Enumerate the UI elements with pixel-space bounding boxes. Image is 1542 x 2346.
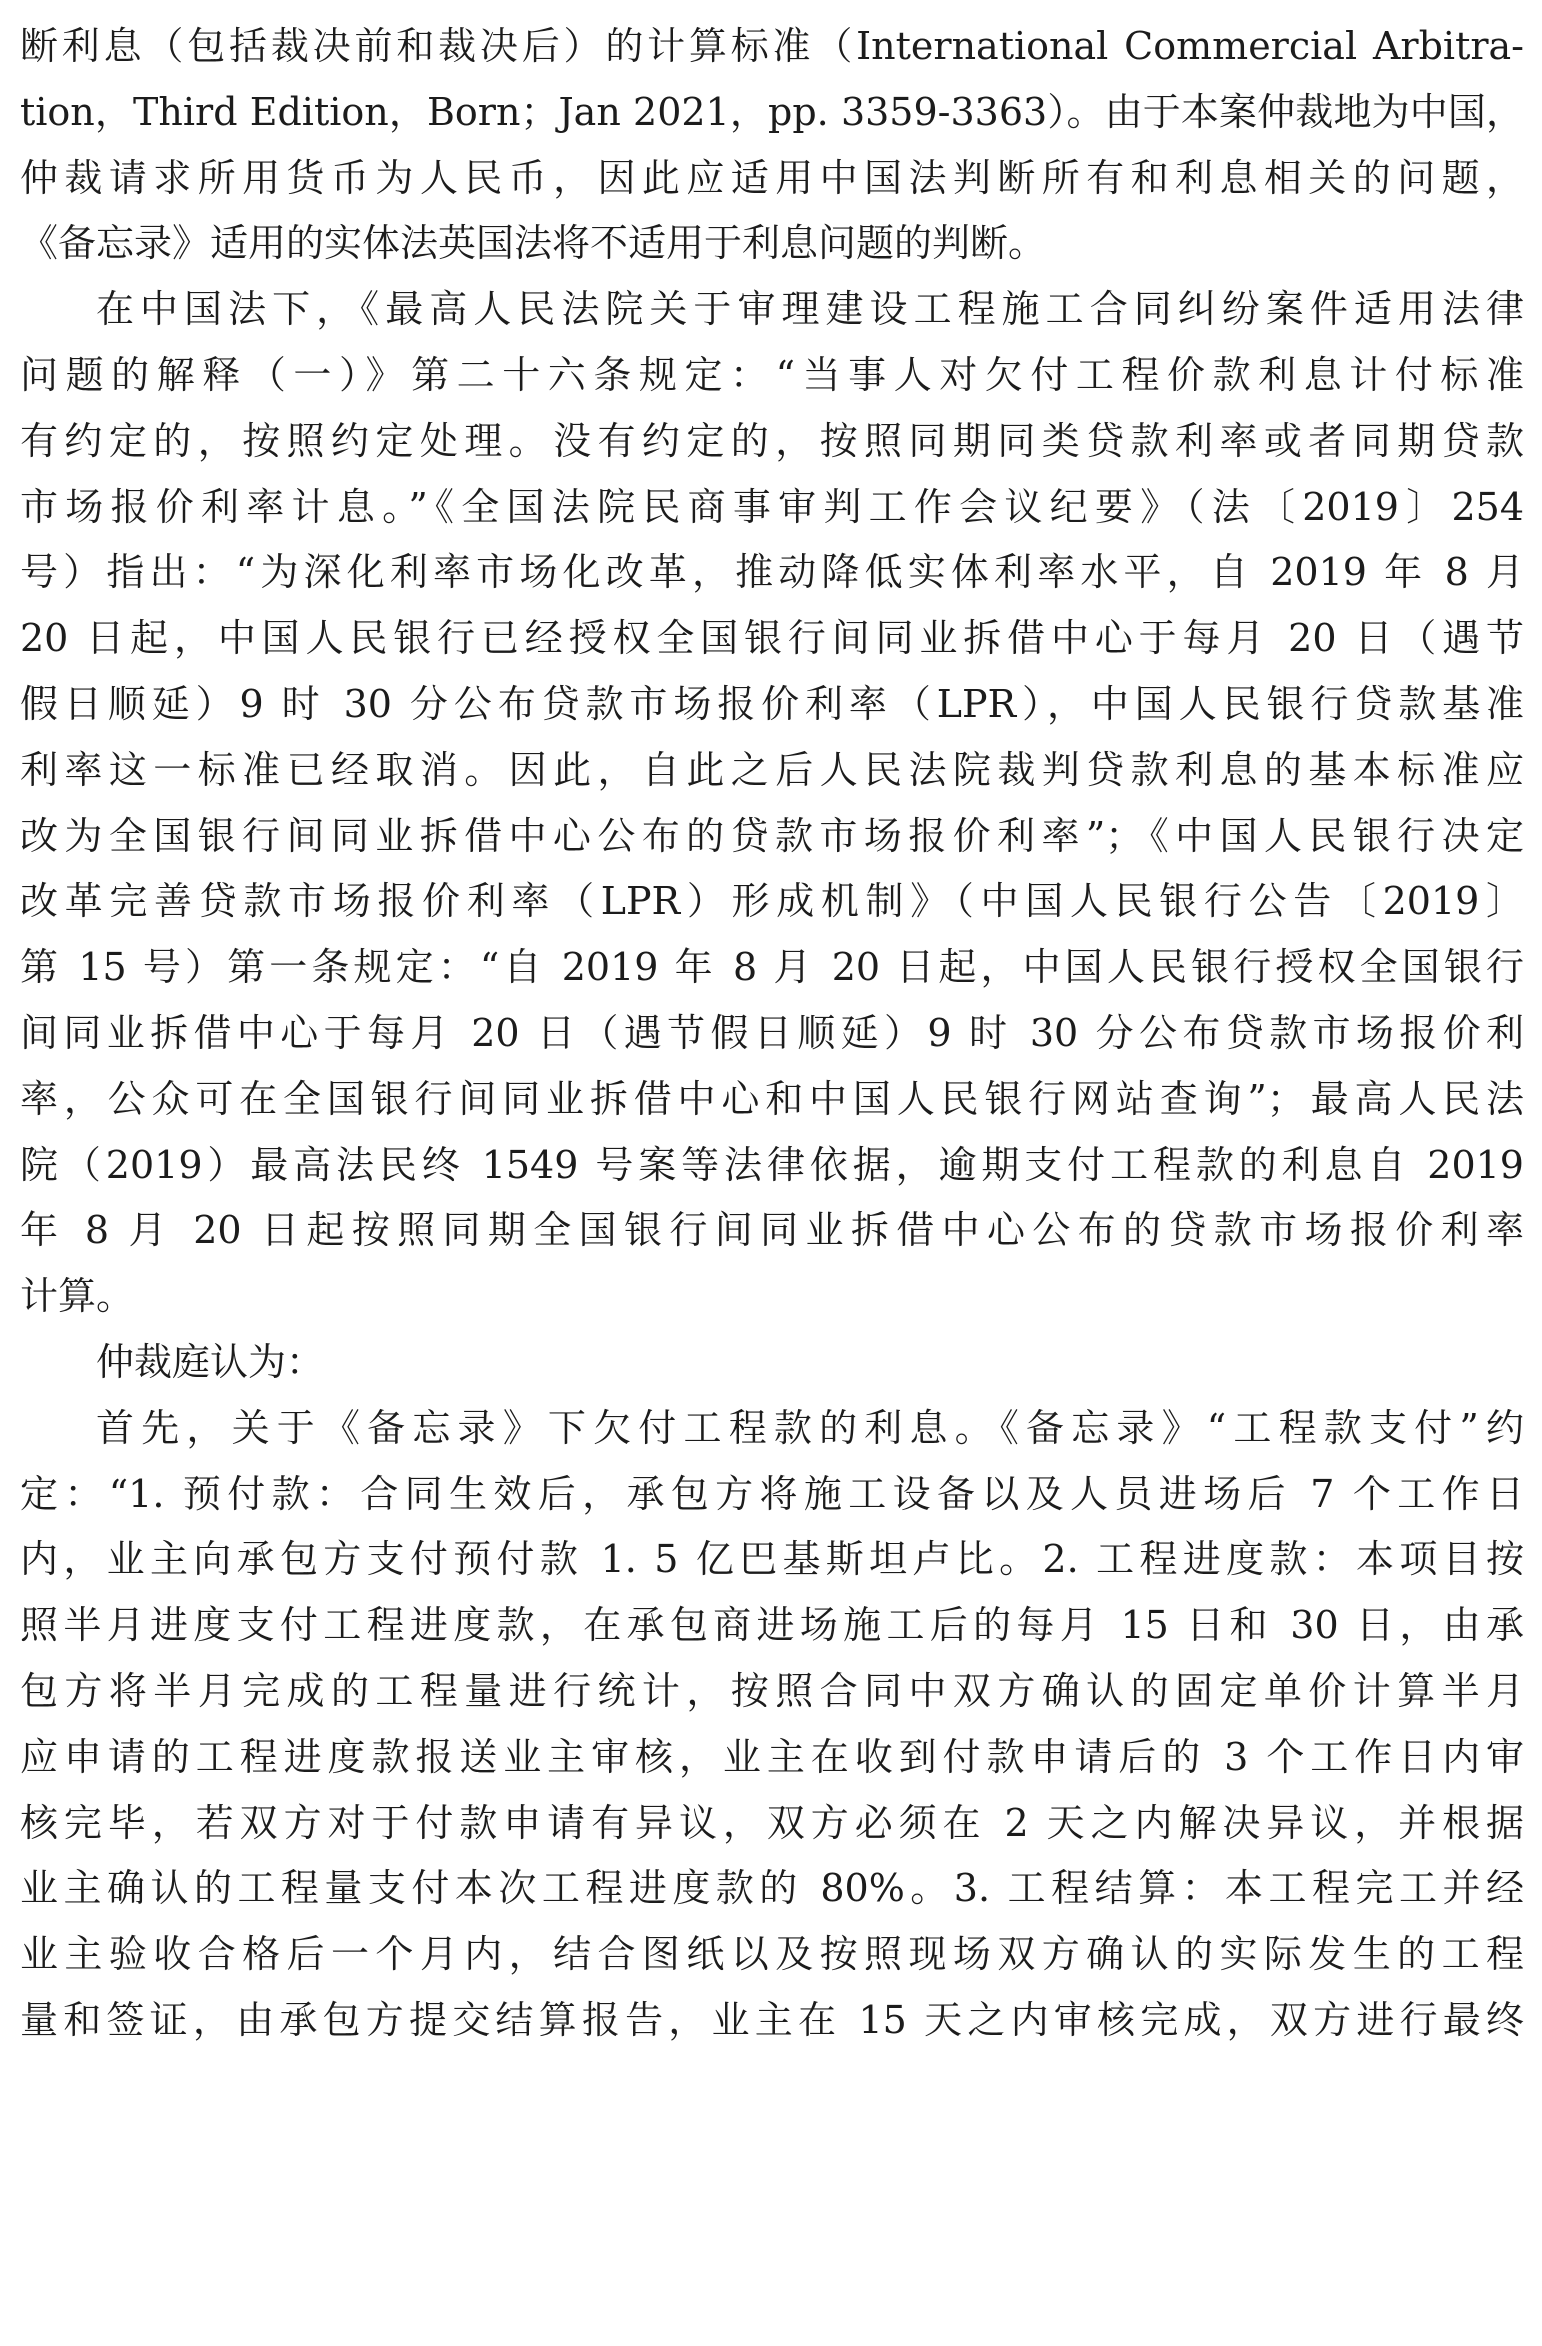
text-line: 包方将半月完成的工程量进行统计，按照合同中双方确认的固定单价计算半月 (20, 1668, 1524, 1713)
text-line: 内，业主向承包方支付预付款 1. 5 亿巴基斯坦卢比。2. 工程进度款：本项目按 (20, 1537, 1524, 1582)
text-line: 计算。 (20, 1274, 135, 1319)
text-line: 问题的解释（一）》第二十六条规定：“当事人对欠付工程价款利息计付标准 (20, 352, 1524, 397)
text-line: 20 日起，中国人民银行已经授权全国银行间同业拆借中心于每月 20 日（遇节 (20, 616, 1524, 661)
text-line: 率，公众可在全国银行间同业拆借中心和中国人民银行网站查询”；最高人民法 (20, 1076, 1524, 1121)
text-line: 年 8 月 20 日起按照同期全国银行间同业拆借中心公布的贷款市场报价利率 (20, 1208, 1524, 1253)
text-line: 定：“1. 预付款：合同生效后，承包方将施工设备以及人员进场后 7 个工作日 (20, 1471, 1524, 1516)
text-line: 院（2019）最高法民终 1549 号案等法律依据，逾期支付工程款的利息自 2019 (20, 1142, 1524, 1187)
text-line: 假日顺延）9 时 30 分公布贷款市场报价利率（LPR），中国人民银行贷款基准 (20, 681, 1524, 726)
text-line: 改革完善贷款市场报价利率（LPR）形成机制》（中国人民银行公告〔2019〕 (20, 879, 1524, 924)
text-line: 仲裁庭认为： (96, 1339, 325, 1384)
paragraph-p3 (20, 1330, 1524, 1396)
text-line: 仲裁请求所用货币为人民币，因此应适用中国法判断所有和利息相关的问题， (20, 155, 1524, 200)
paragraph-p2 (20, 277, 1524, 1330)
text-line: 改为全国银行间同业拆借中心公布的贷款市场报价利率”；《中国人民银行决定 (20, 813, 1524, 858)
text-line: 首先，关于《备忘录》下欠付工程款的利息。《备忘录》“工程款支付”约 (96, 1405, 1524, 1450)
text-line: 业主确认的工程量支付本次工程进度款的 80%。3. 工程结算：本工程完工并经 (20, 1866, 1524, 1911)
text-line: 核完毕，若双方对于付款申请有异议，双方必须在 2 天之内解决异议，并根据 (20, 1800, 1524, 1845)
text-line: 在中国法下，《最高人民法院关于审理建设工程施工合同纠纷案件适用法律 (96, 287, 1524, 332)
paragraph-p4 (20, 1396, 1524, 2054)
text-line: tion，Third Edition，Born；Jan 2021，pp. 3359-3363）。由于本案仲裁地为中国， (20, 89, 1524, 134)
text-line: 量和签证，由承包方提交结算报告，业主在 15 天之内审核完成，双方进行最终 (20, 1997, 1524, 2042)
text-line: 号）指出：“为深化利率市场化改革，推动降低实体利率水平，自 2019 年 8 月 (20, 550, 1524, 595)
text-line: 《备忘录》适用的实体法英国法将不适用于利息问题的判断。 (20, 221, 1047, 266)
text-line: 有约定的，按照约定处理。没有约定的，按照同期同类贷款利率或者同期贷款 (20, 418, 1524, 463)
text-line: 利率这一标准已经取消。因此，自此之后人民法院裁判贷款利息的基本标准应 (20, 747, 1524, 792)
text-line: 应申请的工程进度款报送业主审核，业主在收到付款申请后的 3 个工作日内审 (20, 1734, 1524, 1779)
text-line: 业主验收合格后一个月内，结合图纸以及按照现场双方确认的实际发生的工程 (20, 1932, 1524, 1977)
text-line: 照半月进度支付工程进度款，在承包商进场施工后的每月 15 日和 30 日，由承 (20, 1603, 1524, 1648)
text-line: 断利息（包括裁决前和裁决后）的计算标准（International Commercial Arbitra- (20, 24, 1524, 68)
text-line: 第 15 号）第一条规定：“自 2019 年 8 月 20 日起，中国人民银行授权全国银行 (20, 945, 1524, 990)
paragraph-p1 (20, 14, 1524, 277)
text-line: 间同业拆借中心于每月 20 日（遇节假日顺延）9 时 30 分公布贷款市场报价利 (20, 1010, 1524, 1055)
text-line: 市场报价利率计息。”《全国法院民商事审判工作会议纪要》（法〔2019〕254 (20, 484, 1524, 529)
